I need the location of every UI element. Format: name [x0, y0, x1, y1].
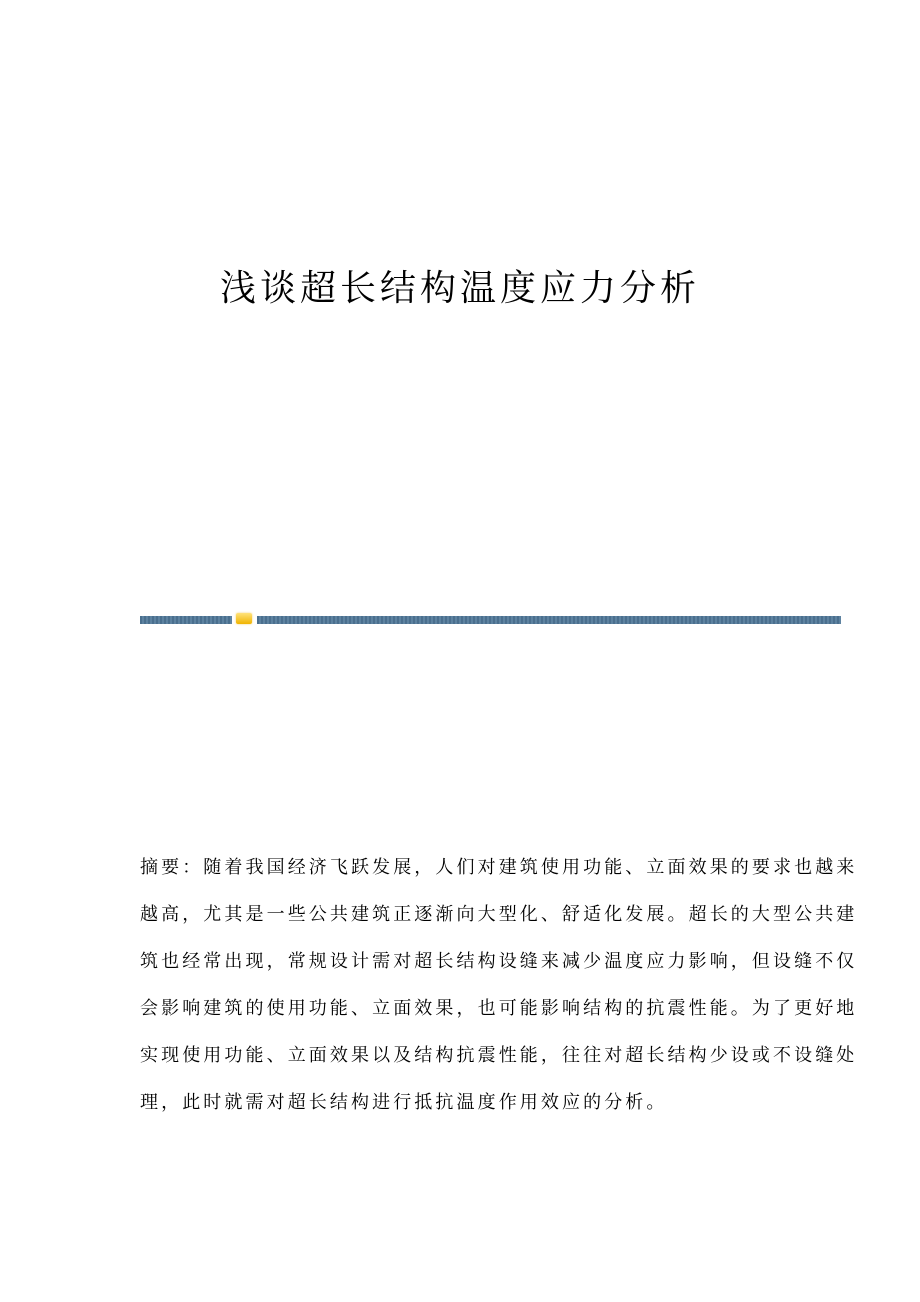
divider-ornament-icon [236, 613, 252, 624]
abstract-paragraph [140, 852, 858, 1134]
abstract-line: 实现使用功能、立面效果以及结构抗震性能，往往对超长结构少设或不设缝处 [140, 1045, 858, 1066]
abstract-line: 理，此时就需对超长结构进行抵抗温度作用效应的分析。 [140, 1092, 668, 1113]
document-title: 浅谈超长结构温度应力分析 [219, 268, 700, 309]
abstract-line: 摘要：随着我国经济飞跃发展，人们对建筑使用功能、立面效果的要求也越来 [140, 857, 858, 878]
abstract-line: 筑也经常出现，常规设计需对超长结构设缝来减少温度应力影响，但设缝不仅 [140, 951, 858, 972]
divider-right-bar [257, 616, 841, 624]
divider-left-bar [140, 616, 232, 624]
abstract-line: 会影响建筑的使用功能、立面效果，也可能影响结构的抗震性能。为了更好地 [140, 998, 858, 1019]
abstract-line: 越高，尤其是一些公共建筑正逐渐向大型化、舒适化发展。超长的大型公共建 [140, 904, 858, 925]
